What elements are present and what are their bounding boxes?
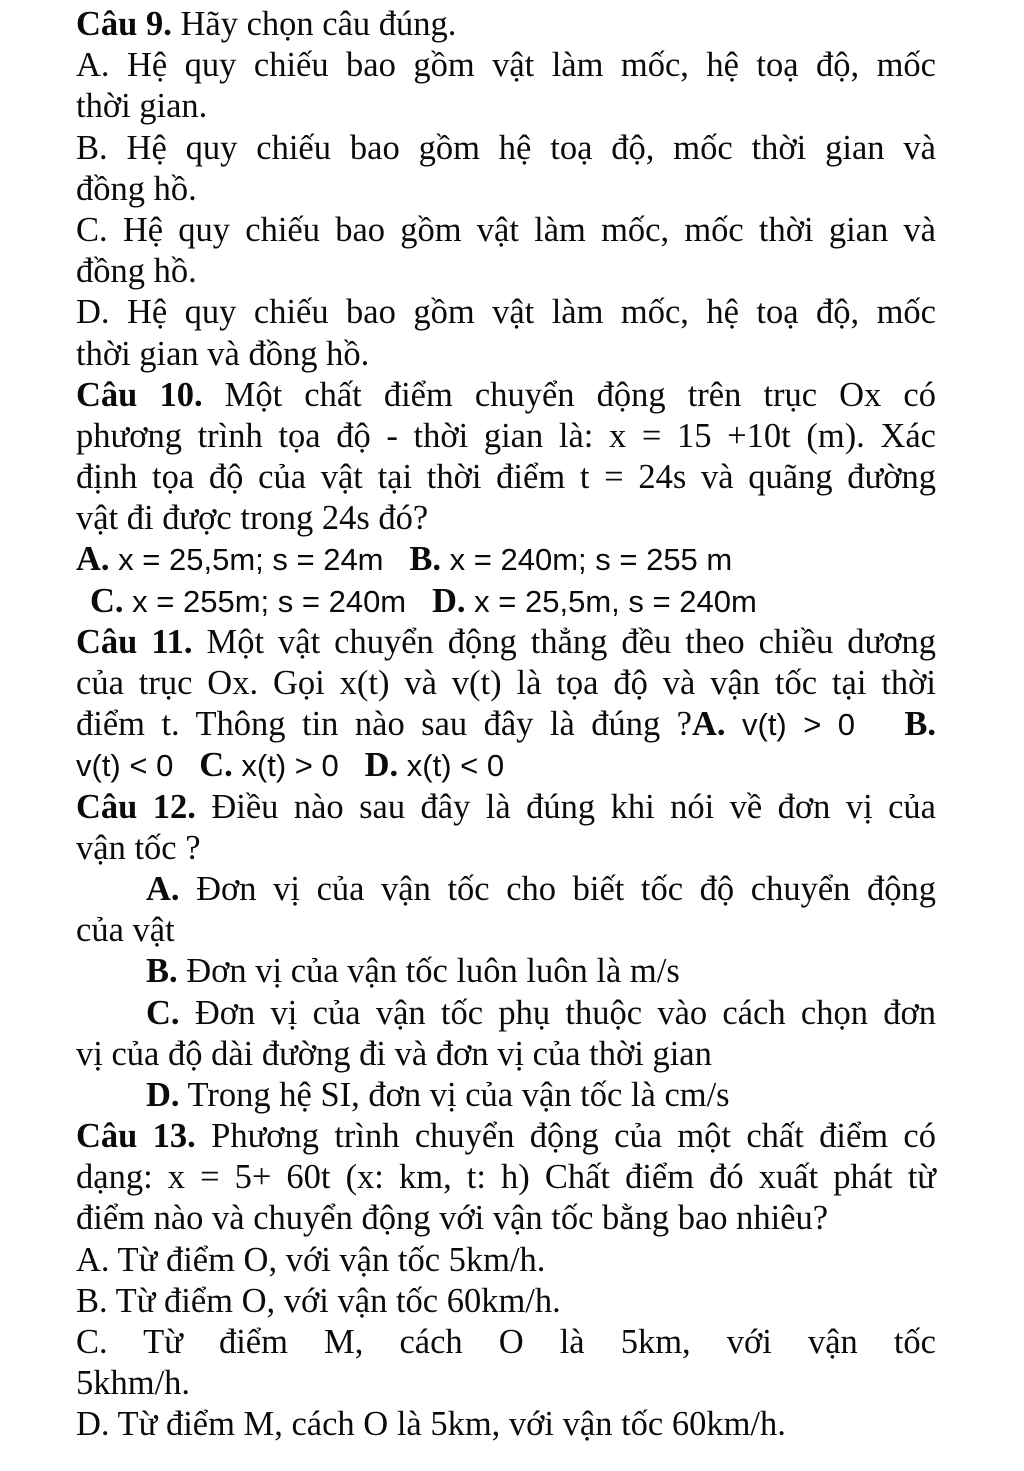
q10-prompt-line3: định tọa độ của vật tại thời điểm t = 24s và quãng đường [76,458,936,497]
q10-prompt-line1: Câu 10. Một chất điểm chuyển động trên trục Ox có [76,375,936,414]
q10-option-a: A. x = 25,5m; s = 24m [76,540,384,579]
q12-prompt-line2: vận tốc ? [76,828,201,867]
q13-label: Câu 13. [76,1117,196,1156]
q10-option-b: B. x = 240m; s = 255 m [409,540,733,579]
q10-prompt-line2: phương trình tọa độ - thời gian là: x = 15 +10t (m). Xác [76,416,936,455]
q12-option-b: B. Đơn vị của vận tốc luôn luôn là m/s [146,952,680,991]
q10-options-row2 [76,581,936,622]
q11-option-b-letter: B. [904,705,936,744]
q11-option-b: v(t) < 0 [76,748,174,784]
q11-prompt-line2: của trục Ox. Gọi x(t) và v(t) là tọa độ và vận tốc tại thời [76,664,936,702]
q9-option-d-line2: thời gian và đồng hồ. [76,334,370,373]
q9-label: Câu 9. [76,5,172,43]
q13-prompt-line3: điểm nào và chuyển động với vận tốc bằng bao nhiêu? [76,1199,829,1238]
q12-option-a-line1: A. Đơn vị của vận tốc cho biết tốc độ chuyển động [146,869,936,908]
q10-label: Câu 10. [76,375,203,414]
q11-prompt-line3: điểm t. Thông tin nào sau đây là đúng ?A. v(t) > 0 B. [76,705,936,744]
q10-options-row1 [76,539,936,580]
q9-prompt: Hãy chọn câu đúng. [180,5,457,43]
q11-option-a: A. v(t) > 0 [692,705,855,744]
q11-prompt-line1: Câu 11. Một vật chuyển động thẳng đều theo chiều dương [76,622,936,661]
q10-prompt-line4: vật đi được trong 24s đó? [76,499,429,538]
q13-option-c-line1: C. Từ điểm M, cách O là 5km, với vận tốc [76,1323,936,1361]
q13-option-c-line2: 5khm/h. [76,1364,191,1403]
q11-option-c: C. x(t) > 0 [199,746,339,785]
q11-options-row [76,745,936,786]
q9-option-a-line2: thời gian. [76,87,208,126]
q12-option-d: D. Trong hệ SI, đơn vị của vận tốc là cm/s [146,1075,730,1114]
q9-option-c-line2: đồng hồ. [76,252,197,291]
q12-option-c-line2: vị của độ dài đường đi và đơn vị của thời gian [76,1034,712,1073]
q13-option-b: B. Từ điểm O, với vận tốc 60km/h. [76,1281,561,1320]
q9-option-b-line1: B. Hệ quy chiếu bao gồm hệ toạ độ, mốc thời gian và [76,128,936,167]
q9-option-d-line1: D. Hệ quy chiếu bao gồm vật làm mốc, hệ toạ độ, mốc [76,293,936,332]
q12-option-c-line1: C. Đơn vị của vận tốc phụ thuộc vào cách chọn đơn [146,993,936,1032]
q12-option-a-line2: của vật [76,911,175,950]
q11-label: Câu 11. [76,622,193,661]
q13-option-a: A. Từ điểm O, với vận tốc 5km/h. [76,1240,546,1279]
q13-prompt-line1: Câu 13. Phương trình chuyển động của một chất điểm có [76,1117,936,1156]
q9-option-c-line1: C. Hệ quy chiếu bao gồm vật làm mốc, mốc thời gian và [76,210,936,249]
q9-header [76,4,936,45]
q13-prompt-line2: dạng: x = 5+ 60t (x: km, t: h) Chất điểm đó xuất phát từ [76,1158,936,1197]
q9-option-a-line1: A. Hệ quy chiếu bao gồm vật làm mốc, hệ toạ độ, mốc [76,46,936,85]
q10-option-d: D. x = 25,5m, s = 240m [432,581,757,620]
q9-option-b-line2: đồng hồ. [76,169,197,208]
q13-option-d: D. Từ điểm M, cách O là 5km, với vận tốc 60km/h. [76,1405,786,1444]
q11-option-d: D. x(t) < 0 [364,746,505,785]
q10-option-c: C. x = 255m; s = 240m [90,581,407,620]
q12-label: Câu 12. [76,787,196,826]
q12-prompt-line1: Câu 12. Điều nào sau đây là đúng khi nói về đơn vị của [76,787,936,826]
